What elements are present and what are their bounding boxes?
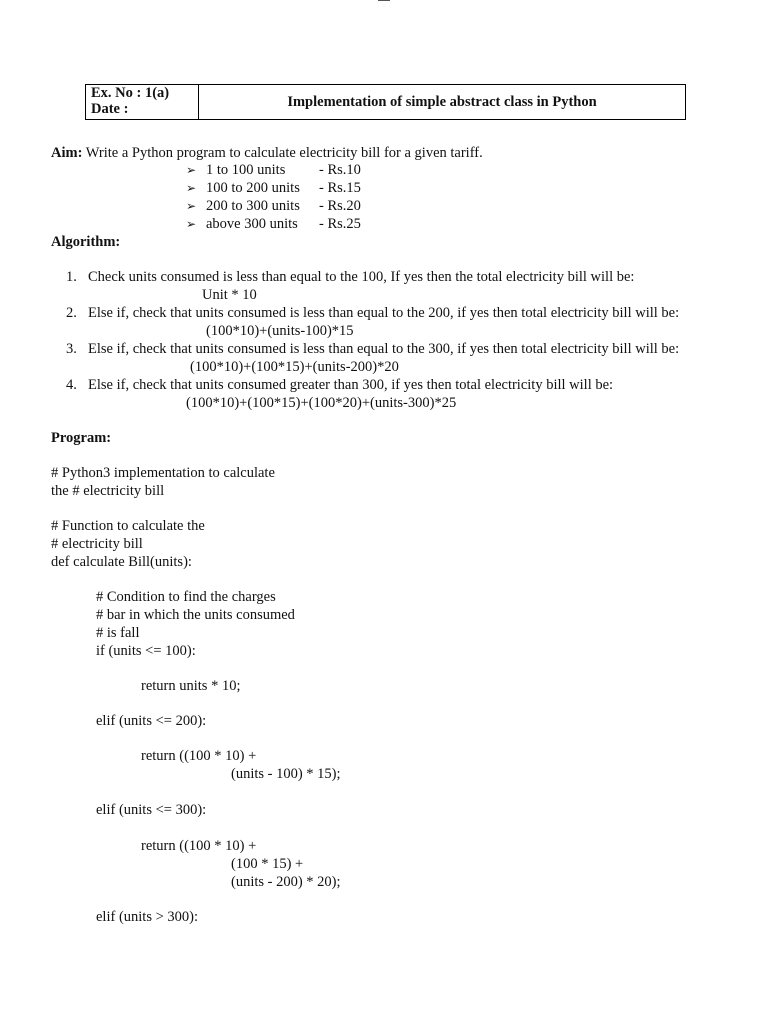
algorithm-step-number: 3. bbox=[66, 341, 77, 357]
arrow-bullet-icon: ➢ bbox=[186, 163, 197, 177]
exercise-title: Implementation of simple abstract class in Python bbox=[287, 93, 597, 110]
header-table bbox=[85, 84, 686, 120]
aim-label: Aim: bbox=[51, 145, 83, 161]
algorithm-step-text: Else if, check that units consumed greater than 300, if yes then total electricity bill will be: bbox=[88, 377, 614, 393]
code-line: # is fall bbox=[96, 625, 140, 641]
code-line: (units - 100) * 15); bbox=[231, 766, 341, 782]
tariff-rate: - Rs.15 bbox=[319, 180, 361, 196]
code-line: (100 * 15) + bbox=[231, 856, 304, 872]
algorithm-heading: Algorithm: bbox=[51, 234, 121, 250]
tariff-range: 200 to 300 units bbox=[206, 198, 300, 214]
header-title-cell bbox=[199, 85, 685, 119]
page-top-mark bbox=[378, 0, 390, 1]
algorithm-step-text: Check units consumed is less than equal to the 100, If yes then the total electricity bill will be: bbox=[88, 269, 635, 285]
code-line: elif (units <= 200): bbox=[96, 713, 207, 729]
tariff-range: 100 to 200 units bbox=[206, 180, 300, 196]
algorithm-step-number: 4. bbox=[66, 377, 77, 393]
tariff-item bbox=[186, 179, 361, 197]
code-line: # Condition to find the charges bbox=[96, 589, 276, 605]
arrow-bullet-icon: ➢ bbox=[186, 199, 197, 213]
tariff-rate: - Rs.25 bbox=[319, 216, 361, 232]
arrow-bullet-icon: ➢ bbox=[186, 217, 197, 231]
algorithm-step-text: Else if, check that units consumed is less than equal to the 200, if yes then total electricity bill will be: bbox=[88, 305, 680, 321]
tariff-item bbox=[186, 197, 361, 215]
code-line: (units - 200) * 20); bbox=[231, 874, 341, 890]
tariff-rate: - Rs.10 bbox=[319, 162, 361, 178]
algorithm-step-formula: (100*10)+(100*15)+(units-200)*20 bbox=[190, 359, 399, 375]
aim-text: Write a Python program to calculate electricity bill for a given tariff. bbox=[82, 145, 483, 161]
code-line: the # electricity bill bbox=[51, 483, 165, 499]
tariff-range: 1 to 100 units bbox=[206, 162, 286, 178]
program-heading: Program: bbox=[51, 430, 112, 446]
tariff-item bbox=[186, 215, 361, 233]
code-line: # Function to calculate the bbox=[51, 518, 205, 534]
exercise-date: Date : bbox=[91, 101, 129, 117]
code-line: # electricity bill bbox=[51, 536, 143, 552]
code-line: return ((100 * 10) + bbox=[141, 838, 257, 854]
tariff-rate: - Rs.20 bbox=[319, 198, 361, 214]
code-line: # Python3 implementation to calculate bbox=[51, 465, 275, 481]
exercise-number: Ex. No : 1(a) bbox=[91, 85, 170, 101]
header-left-cell bbox=[86, 85, 199, 119]
code-line: return ((100 * 10) + bbox=[141, 748, 257, 764]
aim-line bbox=[51, 144, 483, 162]
tariff-range: above 300 units bbox=[206, 216, 298, 232]
algorithm-step-text: Else if, check that units consumed is less than equal to the 300, if yes then total electricity bill will be: bbox=[88, 341, 680, 357]
algorithm-step-formula: (100*10)+(100*15)+(100*20)+(units-300)*25 bbox=[186, 395, 457, 411]
algorithm-step-formula: (100*10)+(units-100)*15 bbox=[206, 323, 354, 339]
code-line: return units * 10; bbox=[141, 678, 241, 694]
arrow-bullet-icon: ➢ bbox=[186, 181, 197, 195]
code-line: elif (units <= 300): bbox=[96, 802, 207, 818]
code-line: # bar in which the units consumed bbox=[96, 607, 295, 623]
algorithm-step-number: 1. bbox=[66, 269, 77, 285]
code-line: def calculate Bill(units): bbox=[51, 554, 192, 570]
algorithm-step-formula: Unit * 10 bbox=[202, 287, 257, 303]
code-line: elif (units > 300): bbox=[96, 909, 199, 925]
algorithm-step-number: 2. bbox=[66, 305, 77, 321]
tariff-item bbox=[186, 161, 361, 179]
code-line: if (units <= 100): bbox=[96, 643, 196, 659]
